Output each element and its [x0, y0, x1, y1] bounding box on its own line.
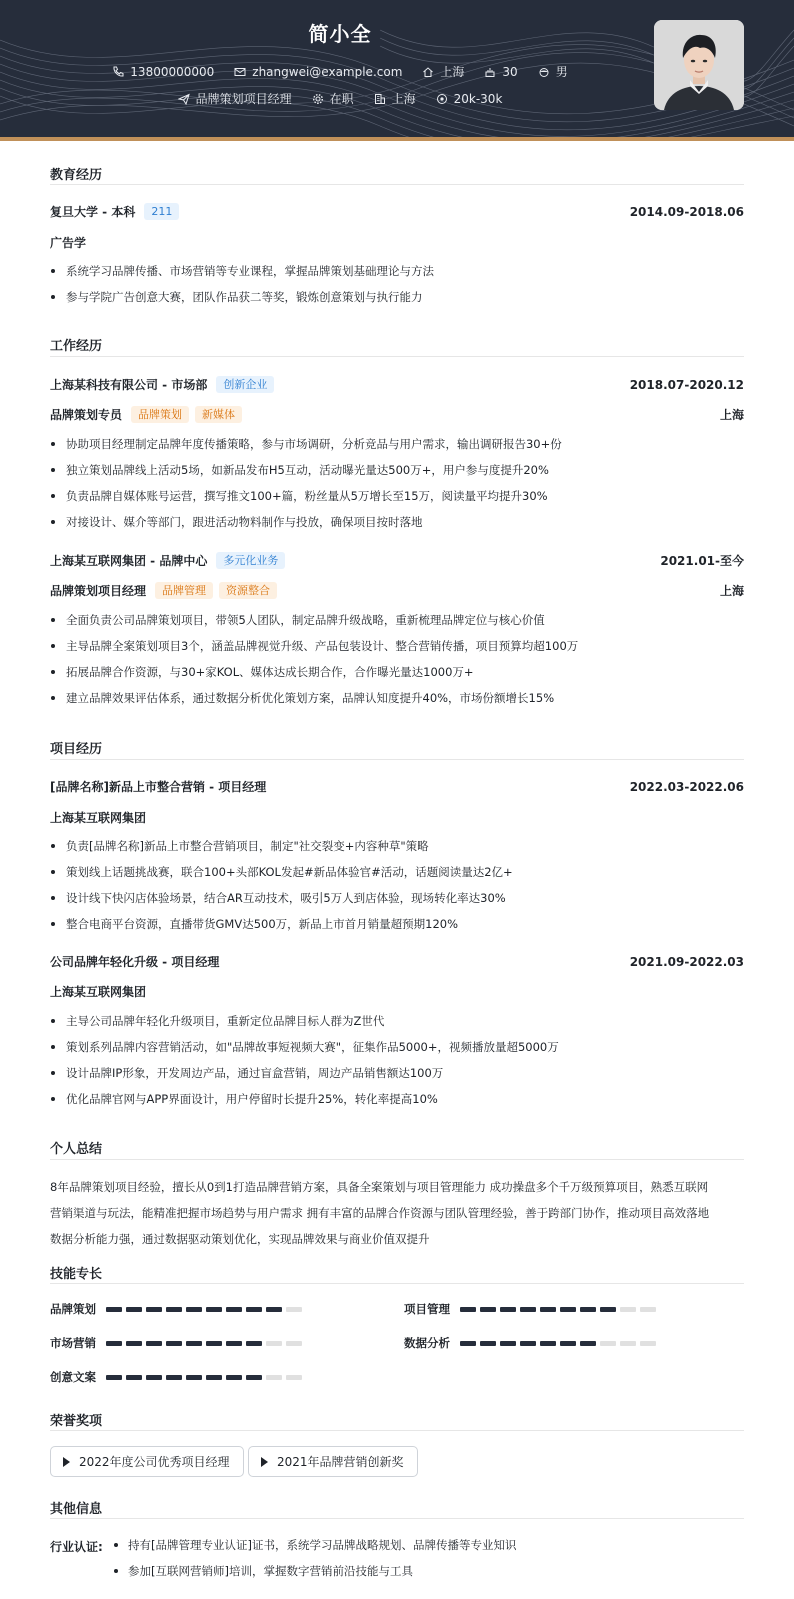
project-1-name: [品牌名称]新品上市整合营销 - 项目经理: [50, 780, 267, 794]
education-divider: [50, 184, 744, 185]
list-item: 策划系列品牌内容营销活动，如"品牌故事短视频大赛"，征集作品5000+，视频播放量超5000万: [50, 1034, 750, 1060]
skill-segment-filled: [226, 1341, 242, 1346]
job-2-city: 上海: [719, 584, 744, 598]
certification-label: 行业认证:: [50, 1540, 103, 1554]
work-divider: [50, 356, 744, 357]
job-2-period: 2021.01-至今: [660, 554, 744, 568]
job-1-role-tag: 新媒体: [195, 406, 242, 423]
gender-item: [538, 63, 568, 80]
target-position-item: [178, 90, 292, 107]
skill-name: 创意文案: [50, 1370, 96, 1384]
skill-segment-empty: [600, 1341, 616, 1346]
skill-segment-filled: [460, 1341, 476, 1346]
location-text: 上海: [440, 65, 465, 79]
skill-segment-filled: [246, 1341, 262, 1346]
skill-level-bar: [106, 1307, 306, 1312]
skill-name: 市场营销: [50, 1336, 96, 1350]
education-major: 广告学: [50, 236, 87, 250]
list-item: 整合电商平台资源，直播带货GMV达500万，新品上市首月销量超预期120%: [50, 911, 750, 937]
skill-segment-filled: [560, 1341, 576, 1346]
project-1-org: 上海某互联网集团: [50, 811, 147, 825]
list-item: 独立策划品牌线上活动5场，如新品发布H5互动，活动曝光量达500万+，用户参与度提升20%: [50, 457, 750, 483]
target-city-text: 上海: [391, 92, 416, 106]
list-item: 拓展品牌合作资源，与30+家KOL、媒体达成长期合作，合作曝光量达1000万+: [50, 659, 750, 685]
skill-segment-filled: [186, 1375, 202, 1380]
list-item: 持有[品牌管理专业认证]证书，系统学习品牌战略规划、品牌传播等专业知识: [114, 1532, 516, 1558]
skill-item: [404, 1335, 660, 1351]
job-1-role: 品牌策划专员: [50, 408, 123, 422]
list-item: 系统学习品牌传播、市场营销等专业课程，掌握品牌策划基础理论与方法: [50, 258, 750, 284]
honor-text: 2021年品牌营销创新奖: [277, 1455, 404, 1469]
skill-segment-empty: [286, 1375, 302, 1380]
skill-segment-filled: [480, 1341, 496, 1346]
skill-segment-filled: [166, 1375, 182, 1380]
list-item: 参与学院广告创意大赛，团队作品获二等奖，锻炼创意策划与执行能力: [50, 284, 750, 310]
summary-line: 营销渠道与玩法，能精准把握市场趋势与用户需求 拥有丰富的品牌合作资源与团队管理经验，善于跨部门协作，推动项目高效落地: [50, 1206, 710, 1220]
skill-segment-filled: [580, 1307, 596, 1312]
honors-title: 荣誉奖项: [50, 1414, 103, 1429]
building-icon: [374, 93, 386, 105]
job-2-role-tag: 资源整合: [219, 582, 277, 599]
skill-segment-filled: [126, 1375, 142, 1380]
skill-level-bar: [106, 1341, 306, 1346]
education-bullets: [50, 258, 750, 310]
job-2-role: 品牌策划项目经理: [50, 584, 147, 598]
job-2-company: 上海某互联网集团 - 品牌中心: [50, 554, 208, 568]
honor-text: 2022年度公司优秀项目经理: [79, 1455, 230, 1469]
skill-segment-filled: [146, 1307, 162, 1312]
job-2-bullets: [50, 607, 750, 711]
list-item: 协助项目经理制定品牌年度传播策略，参与市场调研，分析竞品与用户需求，输出调研报告30+份: [50, 431, 750, 457]
honor-badge: [248, 1446, 418, 1477]
portrait-illustration: [654, 20, 744, 110]
skill-item: [50, 1301, 306, 1317]
project-2-org: 上海某互联网集团: [50, 985, 147, 999]
location-item: [422, 63, 464, 80]
list-item: 设计线下快闪店体验场景，结合AR互动技术，吸引5万人到店体验，现场转化率达30%: [50, 885, 750, 911]
job-1-bullets: [50, 431, 750, 535]
job-1-period: 2018.07-2020.12: [629, 377, 744, 392]
gender-icon: [538, 66, 550, 78]
skill-segment-filled: [126, 1341, 142, 1346]
skill-name: 项目管理: [404, 1302, 450, 1316]
status-text: 在职: [329, 92, 354, 106]
avatar-photo: [654, 20, 744, 110]
skill-segment-filled: [560, 1307, 576, 1312]
skill-segment-filled: [520, 1307, 536, 1312]
skill-segment-filled: [460, 1307, 476, 1312]
skill-segment-filled: [126, 1307, 142, 1312]
email-item: [234, 65, 402, 79]
other-title: 其他信息: [50, 1502, 103, 1517]
skills-divider: [50, 1283, 744, 1284]
home-icon: [422, 66, 434, 78]
skill-segment-filled: [480, 1307, 496, 1312]
project-1-period: 2022.03-2022.06: [629, 779, 744, 794]
job-1-company: 上海某科技有限公司 - 市场部: [50, 378, 208, 392]
skill-level-bar: [106, 1375, 306, 1380]
summary-divider: [50, 1159, 744, 1160]
play-triangle-icon: [261, 1457, 268, 1467]
skill-segment-filled: [166, 1341, 182, 1346]
candidate-name: 简小全: [308, 22, 372, 46]
skill-segment-empty: [620, 1341, 636, 1346]
job-1-header: [50, 376, 744, 393]
contact-row: [0, 63, 680, 80]
summary-text: [50, 1174, 744, 1252]
job-2-role-tag: 品牌管理: [155, 582, 213, 599]
list-item: 负责品牌自媒体账号运营，撰写推文100+篇，粉丝量从5万增长至15万，阅读量平均提升30%: [50, 483, 750, 509]
skill-segment-filled: [146, 1341, 162, 1346]
list-item: 全面负责公司品牌策划项目，带领5人团队，制定品牌升级战略，重新梳理品牌定位与核心价值: [50, 607, 750, 633]
skill-segment-empty: [640, 1307, 656, 1312]
education-row: [50, 203, 744, 220]
skill-level-bar: [460, 1307, 660, 1312]
list-item: 主导公司品牌年轻化升级项目，重新定位品牌目标人群为Z世代: [50, 1008, 750, 1034]
other-divider: [50, 1518, 744, 1519]
skill-segment-filled: [266, 1307, 282, 1312]
skill-segment-filled: [520, 1341, 536, 1346]
email-text: zhangwei@example.com: [252, 64, 403, 79]
skill-segment-filled: [600, 1307, 616, 1312]
skill-name: 数据分析: [404, 1336, 450, 1350]
project-2-name: 公司品牌年轻化升级 - 项目经理: [50, 955, 220, 969]
job-2-role-row: [50, 582, 744, 599]
skills-title: 技能专长: [50, 1267, 103, 1282]
mail-icon: [234, 66, 246, 78]
target-city-item: [374, 90, 416, 107]
list-item: 建立品牌效果评估体系，通过数据分析优化策划方案，品牌认知度提升40%，市场份额增长15%: [50, 685, 750, 711]
skill-segment-filled: [186, 1307, 202, 1312]
skill-segment-filled: [146, 1375, 162, 1380]
skill-item: [50, 1335, 306, 1351]
skill-segment-filled: [166, 1307, 182, 1312]
school-tag: 211: [144, 203, 179, 220]
header-accent-bar: [0, 137, 794, 141]
salary-text: 20k-30k: [453, 91, 503, 106]
summary-title: 个人总结: [50, 1142, 103, 1157]
work-title: 工作经历: [50, 339, 103, 354]
skill-segment-empty: [286, 1307, 302, 1312]
skill-segment-empty: [640, 1341, 656, 1346]
skill-item: [50, 1369, 306, 1385]
list-item: 参加[互联网营销师]培训，掌握数字营销前沿技能与工具: [114, 1558, 516, 1584]
school-name: 复旦大学 - 本科: [50, 205, 136, 219]
skill-name: 品牌策划: [50, 1302, 96, 1316]
projects-title: 项目经历: [50, 742, 103, 757]
job-1-role-row: [50, 406, 744, 423]
skill-segment-filled: [186, 1341, 202, 1346]
resume-header: [0, 0, 794, 141]
skill-segment-filled: [106, 1375, 122, 1380]
skill-segment-filled: [580, 1341, 596, 1346]
skill-item: [404, 1301, 660, 1317]
skill-segment-empty: [620, 1307, 636, 1312]
list-item: 对接设计、媒介等部门，跟进活动物料制作与投放，确保项目按时落地: [50, 509, 750, 535]
play-triangle-icon: [63, 1457, 70, 1467]
skill-segment-filled: [246, 1307, 262, 1312]
honor-badge: [50, 1446, 244, 1477]
job-2-header: [50, 552, 744, 569]
skill-segment-filled: [540, 1341, 556, 1346]
skill-segment-empty: [286, 1341, 302, 1346]
list-item: 设计品牌IP形象，开发周边产品，通过盲盒营销，周边产品销售额达100万: [50, 1060, 750, 1086]
skill-segment-filled: [226, 1307, 242, 1312]
gender-text: 男: [555, 65, 568, 79]
phone-item: [112, 65, 214, 79]
summary-line: 数据分析能力强，通过数据驱动策划优化，实现品牌效果与商业价值双提升: [50, 1232, 430, 1246]
target-position-text: 品牌策划项目经理: [195, 92, 292, 106]
list-item: 主导品牌全案策划项目3个，涵盖品牌视觉升级、产品包装设计、整合营销传播，项目预算均超100万: [50, 633, 750, 659]
list-item: 负责[品牌名称]新品上市整合营销项目，制定"社交裂变+内容种草"策略: [50, 833, 750, 859]
skill-segment-filled: [206, 1307, 222, 1312]
job-2-company-tag: 多元化业务: [216, 552, 285, 569]
send-icon: [178, 93, 190, 105]
summary-line: 8年品牌策划项目经验，擅长从0到1打造品牌营销方案，具备全案策划与项目管理能力 成功操盘多个千万级预算项目，熟悉互联网: [50, 1180, 709, 1194]
skill-segment-filled: [206, 1375, 222, 1380]
certification-list: [114, 1532, 516, 1584]
skill-segment-filled: [246, 1375, 262, 1380]
skill-segment-filled: [500, 1341, 516, 1346]
status-item: [312, 90, 354, 107]
project-1-header: [50, 778, 744, 795]
skill-segment-filled: [226, 1375, 242, 1380]
job-1-company-tag: 创新企业: [216, 376, 274, 393]
list-item: 策划线上话题挑战赛，联合100+头部KOL发起#新品体验官#活动，话题阅读量达2亿+: [50, 859, 750, 885]
job-intent-row: [0, 90, 680, 107]
skill-segment-filled: [106, 1307, 122, 1312]
list-item: 优化品牌官网与APP界面设计，用户停留时长提升25%，转化率提高10%: [50, 1086, 750, 1112]
projects-divider: [50, 759, 744, 760]
skill-level-bar: [460, 1341, 660, 1346]
skill-segment-empty: [266, 1341, 282, 1346]
project-2-bullets: [50, 1008, 750, 1112]
skill-segment-empty: [266, 1375, 282, 1380]
coin-icon: [436, 93, 448, 105]
salary-item: [436, 92, 503, 106]
job-1-city: 上海: [719, 408, 744, 422]
skill-segment-filled: [500, 1307, 516, 1312]
skill-segment-filled: [540, 1307, 556, 1312]
education-title: 教育经历: [50, 168, 103, 183]
education-period: 2014.09-2018.06: [629, 204, 744, 219]
project-1-bullets: [50, 833, 750, 937]
gear-icon: [312, 93, 324, 105]
cake-icon: [484, 66, 496, 78]
age-text: 30: [502, 64, 518, 79]
job-1-role-tag: 品牌策划: [131, 406, 189, 423]
honors-divider: [50, 1430, 744, 1431]
project-2-header: [50, 953, 744, 970]
project-2-period: 2021.09-2022.03: [629, 954, 744, 969]
skill-segment-filled: [206, 1341, 222, 1346]
age-item: [484, 65, 517, 79]
skill-segment-filled: [106, 1341, 122, 1346]
phone-icon: [112, 66, 124, 78]
phone-text: 13800000000: [130, 64, 215, 79]
